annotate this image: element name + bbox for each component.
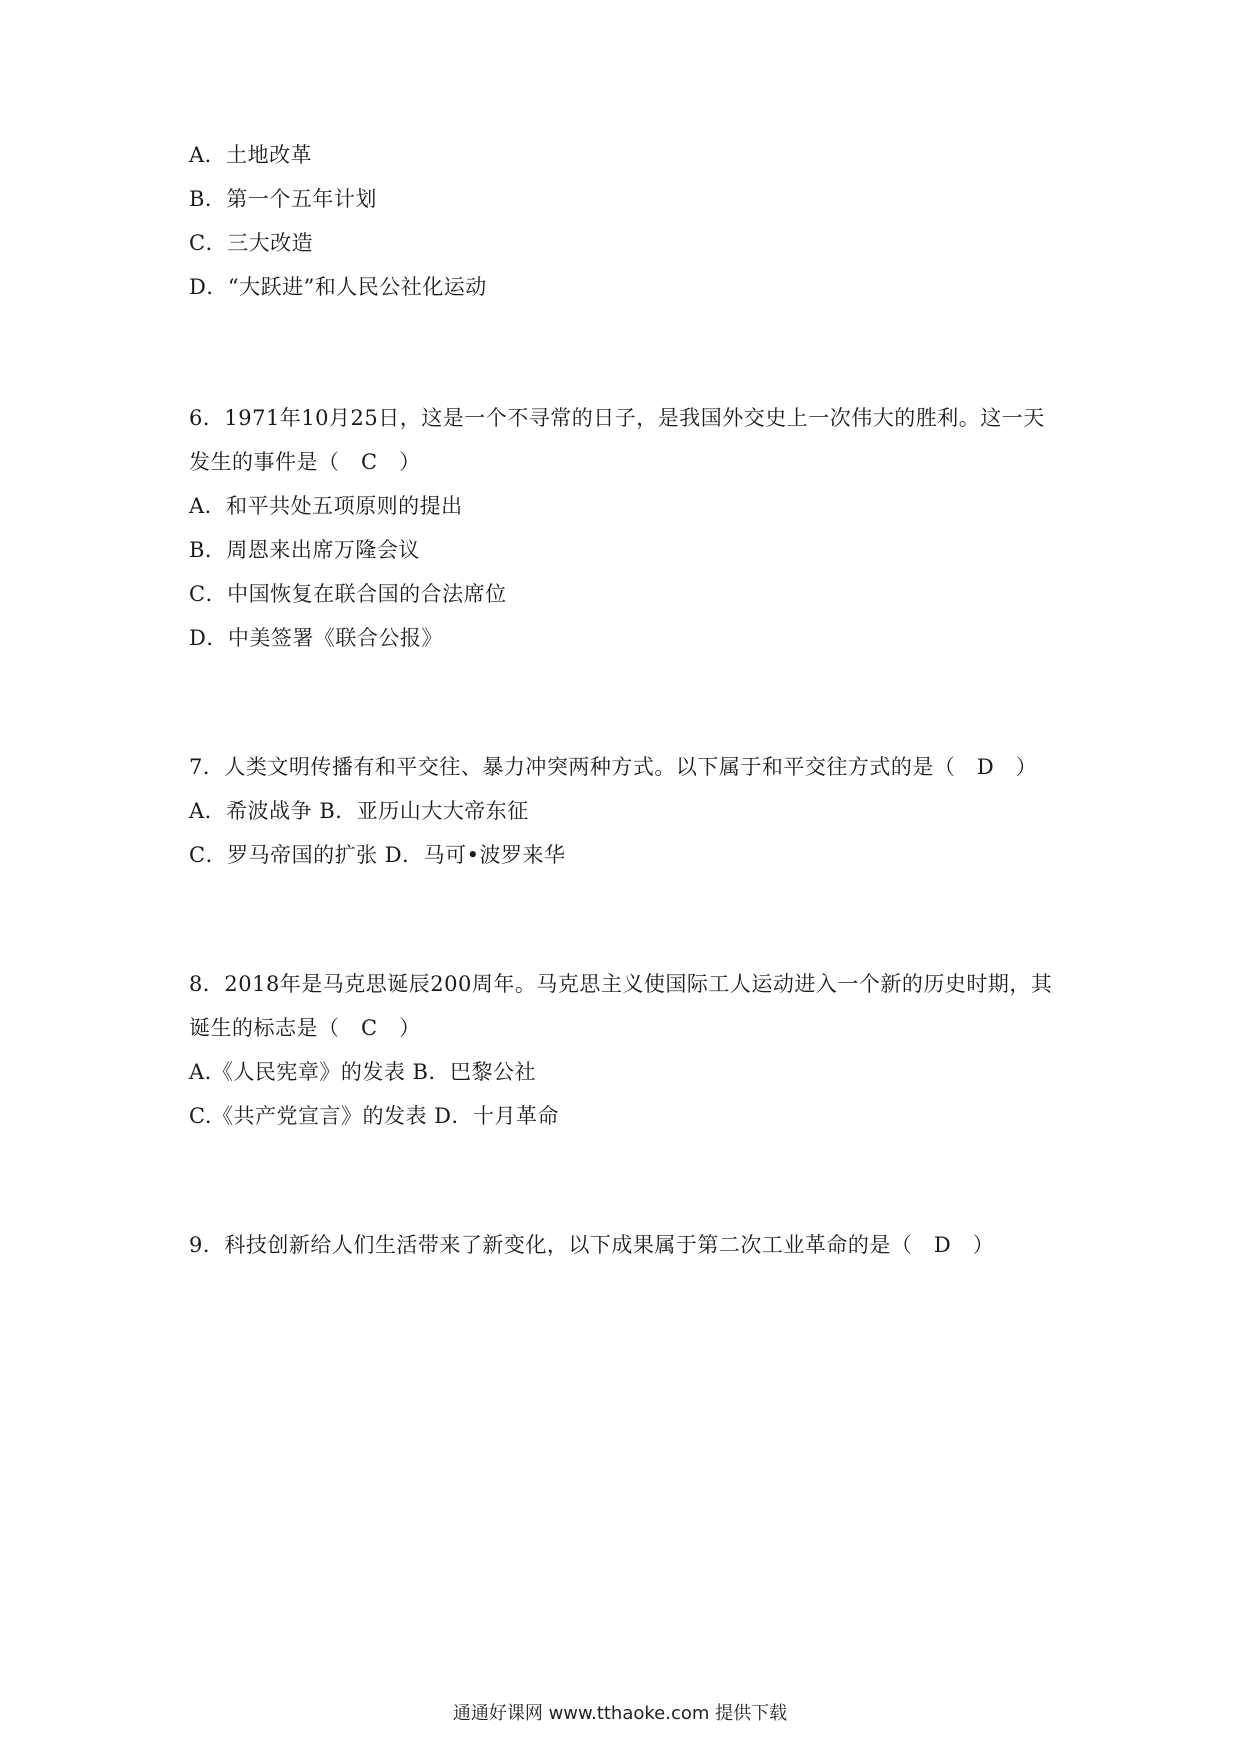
question-6-option-a: A．和平共处五项原则的提出 — [189, 494, 463, 518]
question-8-options-cd: C.《共产党宣言》的发表 D．十月革命 — [189, 1104, 560, 1128]
option-d: D．“大跃进”和人民公社化运动 — [189, 275, 487, 299]
question-8-options-ab: A.《人民宪章》的发表 B．巴黎公社 — [189, 1060, 536, 1084]
question-9-stem: 9．科技创新给人们生活带来了新变化，以下成果属于第二次工业革命的是（ D ） — [189, 1233, 995, 1257]
question-6-stem-line1: 6．1971年10月25日，这是一个不寻常的日子，是我国外交史上一次伟大的胜利。这一天 — [189, 406, 1045, 430]
option-b: B．第一个五年计划 — [189, 187, 377, 211]
question-8-stem-line2: 诞生的标志是（ C ） — [189, 1016, 421, 1040]
question-6-option-c: C．中国恢复在联合国的合法席位 — [189, 582, 507, 606]
page-footer: 通通好课网 www.tthaoke.com 提供下载 — [452, 1703, 788, 1724]
question-6-stem-line2: 发生的事件是（ C ） — [189, 450, 421, 474]
question-7-stem: 7．人类文明传播有和平交往、暴力冲突两种方式。以下属于和平交往方式的是（ D ） — [189, 755, 1038, 779]
question-6-option-d: D．中美签署《联合公报》 — [189, 626, 443, 650]
option-c: C．三大改造 — [189, 231, 314, 255]
question-7-options-cd: C．罗马帝国的扩张 D．马可•波罗来华 — [189, 843, 566, 867]
question-6-option-b: B．周恩来出席万隆会议 — [189, 538, 420, 562]
option-a: A．土地改革 — [189, 143, 313, 167]
question-8-stem-line1: 8．2018年是马克思诞辰200周年。马克思主义使国际工人运动进入一个新的历史时期，其 — [189, 972, 1053, 996]
question-7-options-ab: A．希波战争 B．亚历山大大帝东征 — [189, 799, 529, 823]
